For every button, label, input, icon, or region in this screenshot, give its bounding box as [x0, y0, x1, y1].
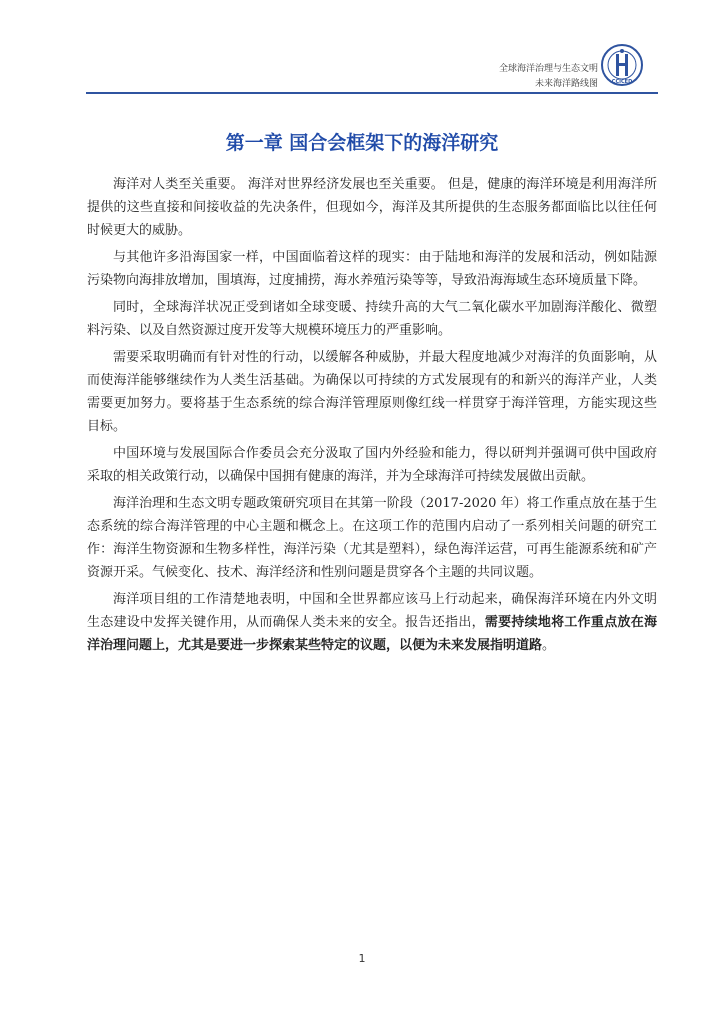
paragraph-7-end: 。: [542, 638, 556, 653]
header-line-1: 全球海洋治理与生态文明: [498, 64, 598, 74]
header-line-2: 未来海洋路线图: [534, 79, 598, 89]
paragraph-3: 同时，全球海洋状况正受到诸如全球变暖、持续升高的大气二氧化碳水平加剧海洋酸化、微塑料污染、以及自然资源过度开发等大规模环境压力的严重影响。: [87, 300, 657, 338]
paragraph-1: 海洋对人类至关重要。 海洋对世界经济发展也至关重要。 但是，健康的海洋环境是利用海洋所提供的这些直接和间接收益的先决条件，但现如今，海洋及其所提供的生态服务都面临比以往任何时候更大的威胁。: [87, 177, 657, 238]
paragraph-4: 需要采取明确而有针对性的行动，以缓解各种威胁，并最大程度地减少对海洋的负面影响，从而使海洋能够继续作为人类生活基础。为确保以可持续的方式发展现有的和新兴的海洋产业，人类需要更加努力。要将基于生态系统的综合海洋管理原则像红线一样贯穿于海洋管理，方能实现这些目标。: [87, 350, 657, 434]
cciced-logo-icon: [600, 42, 656, 88]
paragraph-5: 中国环境与发展国际合作委员会充分汲取了国内外经验和能力，得以研判并强调可供中国政府采取的相关政策行动，以确保中国拥有健康的海洋，并为全球海洋可持续发展做出贡献。: [87, 446, 657, 484]
paragraph-7-bold-text: 需要持续地将工作重点放在海洋治理问题上，尤其是要进一步探索某些特定的议题，以便为未来发展指明道路: [87, 615, 657, 653]
body-text: [87, 173, 657, 661]
paragraph-6: 海洋治理和生态文明专题政策研究项目在其第一阶段（2017-2020 年）将工作重点放在基于生态系统的综合海洋管理的中心主题和概念上。在这项工作的范围内启动了一系列相关问题的研究工作：海洋生物资源和生物多样性，海洋污染（尤其是塑料），绿色海洋运营，可再生能源系统和矿产资源开采。气候变化、技术、海洋经济和性别问题是贯穿各个主题的共同议题。: [87, 496, 657, 580]
paragraph-7: [87, 588, 657, 657]
running-header: [499, 62, 598, 92]
chapter-title: 第一章 国合会框架下的海洋研究: [225, 132, 499, 154]
logo-text: CCICED: [611, 79, 633, 85]
paragraph-2: 与其他许多沿海国家一样，中国面临着这样的现实：由于陆地和海洋的发展和活动，例如陆源污染物向海排放增加，围填海，过度捕捞，海水养殖污染等等，导致沿海海域生态环境质量下降。: [87, 250, 657, 288]
paragraph-7-text: 海洋项目组的工作清楚地表明，中国和全世界都应该马上行动起来，确保海洋环境在内外文明生态建设中发挥关键作用，从而确保人类未来的安全。报告还指出，: [87, 592, 657, 630]
page-number: 1: [358, 952, 366, 965]
header-rule: [86, 92, 658, 94]
